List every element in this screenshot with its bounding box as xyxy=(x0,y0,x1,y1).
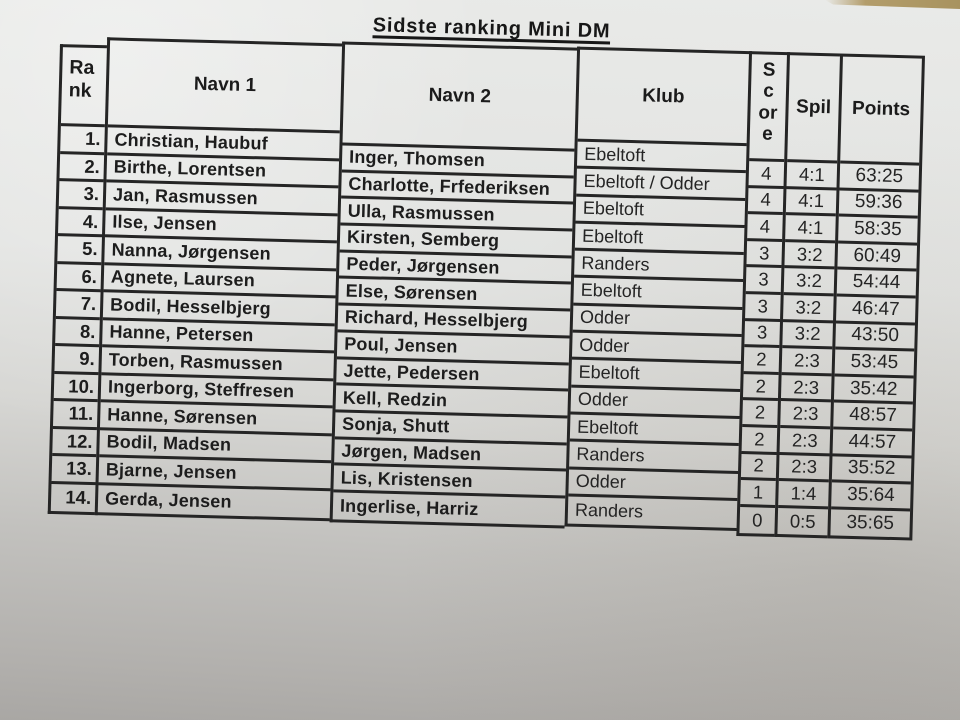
cell-rank: 7. xyxy=(56,291,101,320)
cell-klub: Randers xyxy=(574,499,644,522)
cell-spil: 0:5 xyxy=(789,510,816,533)
cell-navn1: Bjarne, Jensen xyxy=(98,457,331,491)
cell-klub: Odder xyxy=(572,333,742,365)
cell-klub: Odder xyxy=(568,469,738,501)
rank-header xyxy=(61,47,107,127)
cell-klub: Ebeltoft xyxy=(571,360,741,392)
document xyxy=(41,6,929,669)
cell-spil: 2:3 xyxy=(780,428,831,456)
desk-edge-strip xyxy=(825,0,960,9)
cell-rank: 9. xyxy=(54,346,99,375)
cell-navn1: Agnete, Laursen xyxy=(104,265,337,299)
points-header: Points xyxy=(840,57,922,166)
cell-rank: 8. xyxy=(55,319,100,348)
page-title: Sidste ranking Mini DM xyxy=(372,14,611,43)
cell-points: 60:49 xyxy=(837,243,917,272)
cell-score: 2 xyxy=(741,454,777,482)
cell-points: 35:65 xyxy=(846,511,895,535)
score-header-line: c xyxy=(762,80,775,103)
cell-points: 54:44 xyxy=(837,270,917,299)
cell-navn1: Gerda, Jensen xyxy=(104,488,233,512)
cell-rank: 10. xyxy=(54,374,99,403)
cell-points: 59:36 xyxy=(839,190,919,219)
cell-score: 4 xyxy=(748,161,784,189)
cell-navn1: Hanne, Petersen xyxy=(102,320,335,354)
cell-score: 2 xyxy=(743,374,779,402)
cell-navn2: Sonja, Shutt xyxy=(335,412,568,445)
cell-score: 4 xyxy=(748,188,784,216)
cell-klub: Odder xyxy=(570,387,740,419)
cell-spil: 3:2 xyxy=(782,322,833,350)
cell-klub: Ebeltoft xyxy=(575,224,745,256)
navn2-header: Navn 2 xyxy=(342,45,577,152)
cell-navn1: Christian, Haubuf xyxy=(107,127,340,161)
cell-klub: Randers xyxy=(574,251,744,283)
cell-navn2: Inger, Thomsen xyxy=(342,145,575,178)
cell-navn2: Charlotte, Frfederiksen xyxy=(341,172,574,205)
cell-navn2: Ulla, Rasmussen xyxy=(340,199,573,232)
column-points xyxy=(827,53,925,540)
cell-spil: 4:1 xyxy=(786,189,837,217)
rank-header-line: Ra xyxy=(69,56,95,79)
cell-rank: 11. xyxy=(53,401,98,430)
cell-klub: Odder xyxy=(573,305,743,337)
cell-points: 43:50 xyxy=(835,323,915,352)
score-header-line: or xyxy=(758,101,778,124)
cell-rank: 12. xyxy=(52,429,97,458)
cell-spil: 2:3 xyxy=(779,455,830,483)
cell-klub: Ebeltoft xyxy=(575,196,745,228)
cell-score: 3 xyxy=(746,241,782,269)
cell-score: 2 xyxy=(742,427,778,455)
cell-klub: Randers xyxy=(569,442,739,474)
cell-points: 63:25 xyxy=(839,164,919,193)
spil-header: Spil xyxy=(787,55,840,163)
cell-klub: Ebeltoft / Odder xyxy=(576,169,746,201)
cell-score: 0 xyxy=(751,509,763,531)
cell-navn1: Bodil, Madsen xyxy=(99,430,332,464)
cell-spil: 3:2 xyxy=(784,242,835,270)
cell-navn2: Jette, Pedersen xyxy=(336,359,569,392)
cell-klub: Ebeltoft xyxy=(573,278,743,310)
column-klub xyxy=(565,47,750,531)
cell-points: 35:52 xyxy=(832,456,912,485)
ranking-table xyxy=(43,28,925,591)
cell-spil: 2:3 xyxy=(782,348,833,376)
cell-navn1: Torben, Rasmussen xyxy=(101,347,334,381)
cell-spil: 1:4 xyxy=(778,481,829,509)
cell-navn2: Peder, Jørgensen xyxy=(339,252,572,285)
cell-score: 3 xyxy=(745,294,781,322)
cell-rank: 1. xyxy=(60,126,105,155)
cell-klub: Ebeltoft xyxy=(570,415,740,447)
cell-spil: 2:3 xyxy=(780,401,831,429)
rank-header-line: nk xyxy=(68,79,92,102)
cell-rank: 14. xyxy=(65,486,92,509)
cell-navn1: Birthe, Lorentsen xyxy=(106,155,339,189)
cell-navn2: Jørgen, Madsen xyxy=(334,439,567,472)
cell-rank: 13. xyxy=(51,456,96,485)
cell-score: 4 xyxy=(747,214,783,242)
cell-navn1: Ilse, Jensen xyxy=(105,210,338,244)
cell-navn2: Lis, Kristensen xyxy=(333,466,566,499)
cell-score: 2 xyxy=(742,400,778,428)
cell-points: 53:45 xyxy=(835,350,915,379)
cell-rank: 3. xyxy=(59,181,104,210)
cell-navn1: Jan, Rasmussen xyxy=(106,182,339,216)
klub-header: Klub xyxy=(578,50,749,146)
column-navn2 xyxy=(330,41,578,528)
cell-rank: 6. xyxy=(57,264,102,293)
cell-navn1: Ingerborg, Steffresen xyxy=(101,375,334,409)
cell-points: 44:57 xyxy=(832,429,912,458)
column-navn1 xyxy=(95,37,342,521)
navn1-header: Navn 1 xyxy=(108,40,342,133)
cell-points: 35:42 xyxy=(834,376,914,405)
cell-rank: 4. xyxy=(58,209,103,238)
cell-rank: 5. xyxy=(57,236,102,265)
cell-points: 46:47 xyxy=(836,296,916,325)
cell-navn2: Poul, Jensen xyxy=(337,332,570,365)
cell-navn2: Richard, Hesselbjerg xyxy=(338,306,571,339)
cell-score: 2 xyxy=(744,347,780,375)
cell-spil: 4:1 xyxy=(786,162,837,190)
cell-score: 3 xyxy=(746,267,782,295)
score-header-line: S xyxy=(762,59,776,81)
cell-navn1: Nanna, Jørgensen xyxy=(104,237,337,271)
cell-spil: 4:1 xyxy=(785,215,836,243)
cell-navn2: Kirsten, Semberg xyxy=(340,226,573,259)
cell-points: 48:57 xyxy=(833,403,913,432)
cell-score: 1 xyxy=(740,480,776,508)
cell-spil: 3:2 xyxy=(784,268,835,296)
cell-navn2: Kell, Redzin xyxy=(335,386,568,419)
cell-navn1: Bodil, Hesselbjerg xyxy=(103,292,336,326)
cell-rank: 2. xyxy=(59,154,104,183)
score-header xyxy=(749,54,787,162)
cell-score: 3 xyxy=(744,321,780,349)
cell-navn2: Else, Sørensen xyxy=(338,279,571,312)
cell-navn1: Hanne, Sørensen xyxy=(100,402,333,436)
cell-spil: 2:3 xyxy=(781,375,832,403)
cell-navn2: Ingerlise, Harriz xyxy=(339,495,479,519)
cell-points: 35:64 xyxy=(831,483,911,512)
cell-spil: 3:2 xyxy=(783,295,834,323)
cell-klub: Ebeltoft xyxy=(577,142,747,174)
cell-points: 58:35 xyxy=(838,217,918,246)
score-header-line: e xyxy=(761,123,773,145)
